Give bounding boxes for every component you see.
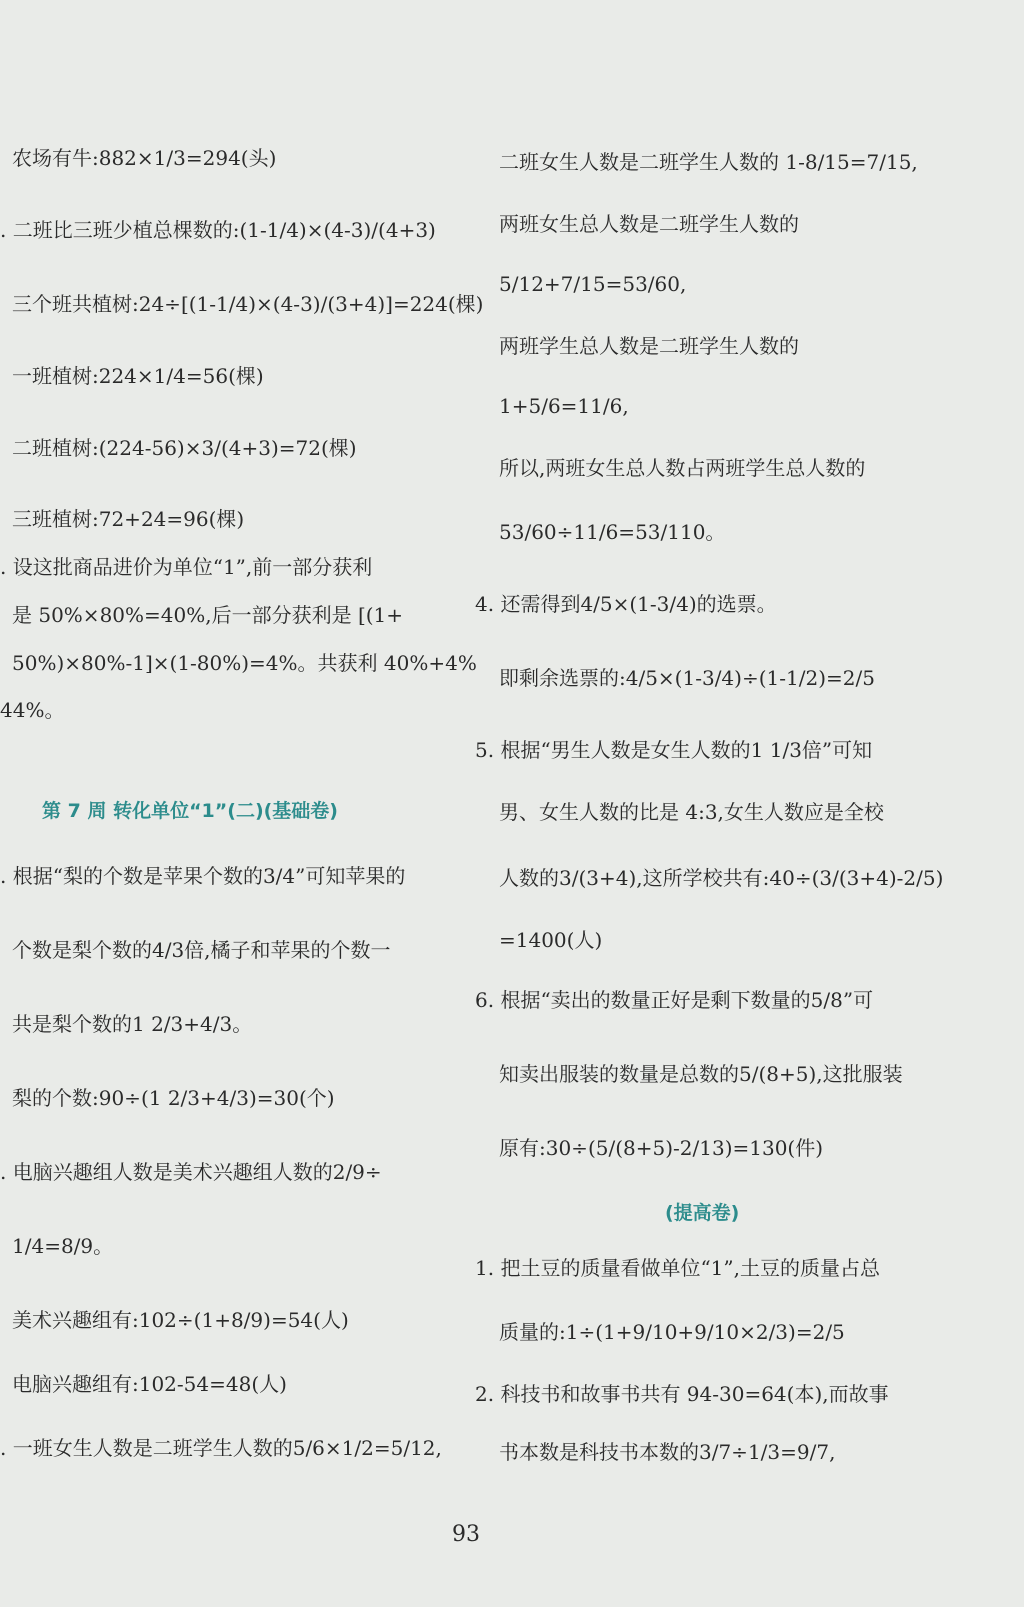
- text-line: 1/4=8/9。: [12, 1234, 114, 1258]
- text-line: 二班女生人数是二班学生人数的 1-8/15=7/15,: [499, 150, 918, 174]
- text-line: 53/60÷11/6=53/110。: [499, 520, 726, 544]
- text-line: 二班植树:(224-56)×3/(4+3)=72(棵): [12, 436, 357, 460]
- text-line: 男、女生人数的比是 4:3,女生人数应是全校: [499, 800, 884, 824]
- text-line: 50%)×80%-1]×(1-80%)=4%。共获利 40%+4%: [12, 651, 477, 675]
- text-line: 5/12+7/15=53/60,: [499, 272, 687, 296]
- text-line: 2. 科技书和故事书共有 94-30=64(本),而故事: [475, 1382, 889, 1406]
- text-line: 一班植树:224×1/4=56(棵): [12, 364, 264, 388]
- text-line: . 设这批商品进价为单位“1”,前一部分获利: [0, 555, 373, 579]
- text-line: 人数的3/(3+4),这所学校共有:40÷(3/(3+4)-2/5): [499, 866, 944, 890]
- text-line: 原有:30÷(5/(8+5)-2/13)=130(件): [499, 1136, 824, 1160]
- text-line: 共是梨个数的1 2/3+4/3。: [12, 1012, 253, 1036]
- text-line: . 电脑兴趣组人数是美术兴趣组人数的2/9÷: [0, 1160, 382, 1184]
- text-line: 两班学生总人数是二班学生人数的: [499, 334, 799, 358]
- text-line: 电脑兴趣组有:102-54=48(人): [12, 1372, 287, 1396]
- text-line: 即剩余选票的:4/5×(1-3/4)÷(1-1/2)=2/5: [499, 666, 875, 690]
- text-line: 美术兴趣组有:102÷(1+8/9)=54(人): [12, 1308, 349, 1332]
- text-line: 书本数是科技书本数的3/7÷1/3=9/7,: [499, 1440, 836, 1464]
- text-line: 6. 根据“卖出的数量正好是剩下数量的5/8”可: [475, 988, 874, 1012]
- text-line: =1400(人): [499, 928, 603, 952]
- text-line: 知卖出服装的数量是总数的5/(8+5),这批服装: [499, 1062, 903, 1086]
- text-line: 梨的个数:90÷(1 2/3+4/3)=30(个): [12, 1086, 335, 1110]
- text-line: . 二班比三班少植总棵数的:(1-1/4)×(4-3)/(4+3): [0, 218, 436, 242]
- text-line: 质量的:1÷(1+9/10+9/10×2/3)=2/5: [499, 1320, 845, 1344]
- text-line: 个数是梨个数的4/3倍,橘子和苹果的个数一: [12, 938, 391, 962]
- text-line: 是 50%×80%=40%,后一部分获利是 [(1+: [12, 603, 404, 627]
- text-line: 农场有牛:882×1/3=294(头): [12, 146, 277, 170]
- text-line: 1+5/6=11/6,: [499, 394, 629, 418]
- text-line: 所以,两班女生总人数占两班学生总人数的: [499, 456, 866, 480]
- section-title: 第 7 周 转化单位“1”(二)(基础卷): [42, 800, 338, 822]
- text-line: 三班植树:72+24=96(棵): [12, 507, 245, 531]
- text-line: 1. 把土豆的质量看做单位“1”,土豆的质量占总: [475, 1256, 880, 1280]
- section-title: (提高卷): [665, 1202, 740, 1224]
- text-line: . 根据“梨的个数是苹果个数的3/4”可知苹果的: [0, 864, 406, 888]
- text-line: 两班女生总人数是二班学生人数的: [499, 212, 799, 236]
- text-line: 三个班共植树:24÷[(1-1/4)×(4-3)/(3+4)]=224(棵): [12, 292, 484, 316]
- text-line: 44%。: [0, 698, 65, 722]
- text-line: 4. 还需得到4/5×(1-3/4)的选票。: [475, 592, 777, 616]
- page-number: 93: [452, 1522, 480, 1547]
- text-line: 5. 根据“男生人数是女生人数的1 1/3倍”可知: [475, 738, 873, 762]
- text-line: . 一班女生人数是二班学生人数的5/6×1/2=5/12,: [0, 1436, 442, 1460]
